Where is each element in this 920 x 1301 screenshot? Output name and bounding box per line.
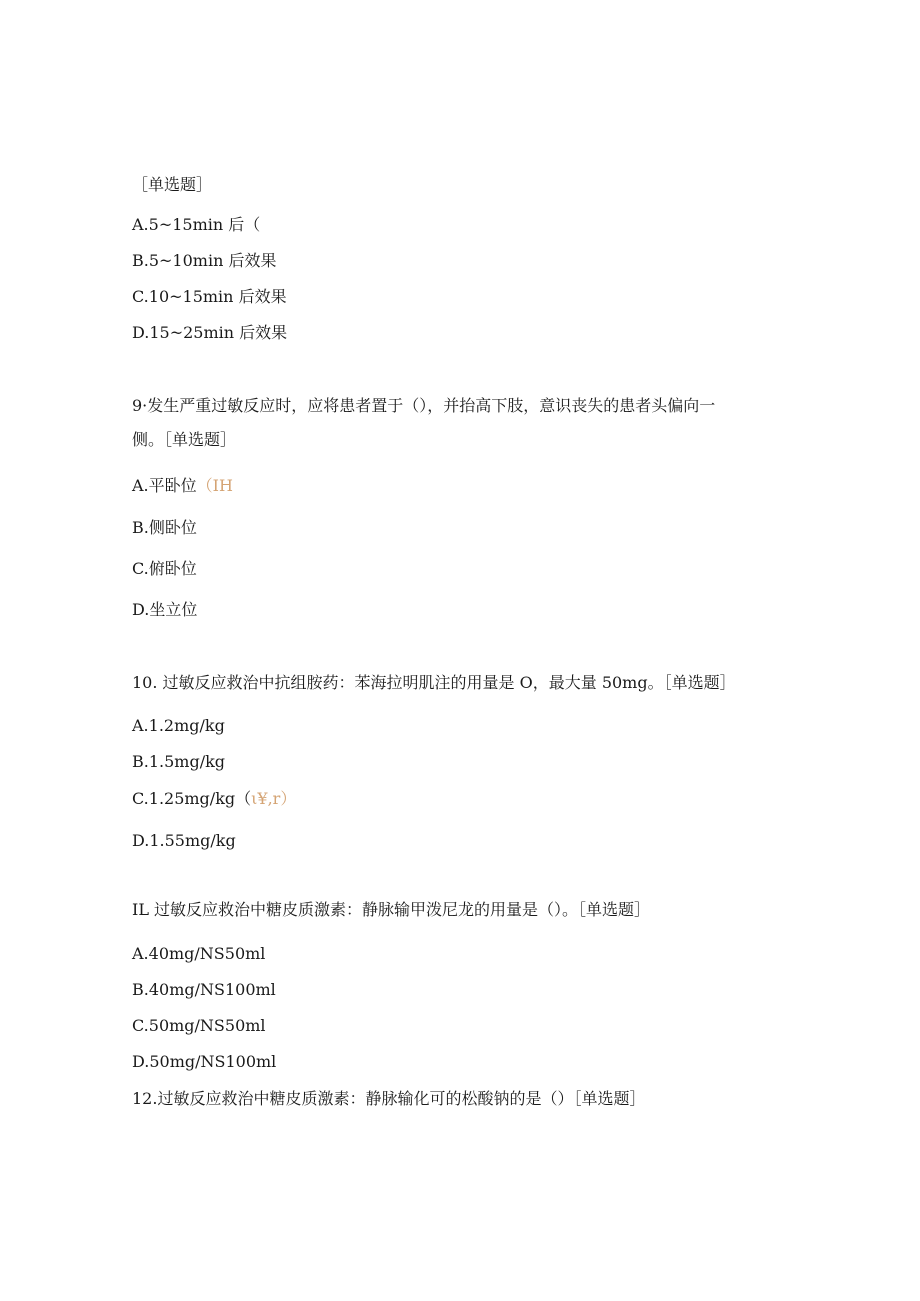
q11-option-a[interactable]: A.40mg/NS50ml xyxy=(132,944,266,963)
q10-option-a[interactable]: A.1.2mg/kg xyxy=(132,716,225,735)
q8-type-tag: ［单选题］ xyxy=(132,175,213,194)
q9-option-a-text: A.平卧位 xyxy=(132,476,197,495)
q9-option-a[interactable] xyxy=(132,476,233,496)
q11-option-d[interactable]: D.50mg/NS100ml xyxy=(132,1052,277,1071)
q8-option-c[interactable]: C.10~15min 后效果 xyxy=(132,287,287,306)
q10-stem: 10. 过敏反应救治中抗组胺药：苯海拉明肌注的用量是 O，最大量 50mg。［单选题］ xyxy=(132,673,736,692)
q10-option-c[interactable] xyxy=(132,789,296,809)
q9-option-d[interactable]: D.坐立位 xyxy=(132,600,198,619)
q11-option-b[interactable]: B.40mg/NS100ml xyxy=(132,980,276,999)
q11-option-c[interactable]: C.50mg/NS50ml xyxy=(132,1016,266,1035)
q12-stem: 12.过敏反应救治中糖皮质激素：静脉输化可的松酸钠的是（）［单选题］ xyxy=(132,1089,646,1108)
q9-stem-line1: 9·发生严重过敏反应时，应将患者置于（），并抬高下肢，意识丧失的患者头偏向一 xyxy=(132,396,716,415)
q8-option-a[interactable]: A.5~15min 后（ xyxy=(132,215,261,234)
q10-option-c-text: C.1.25mg/kg（ xyxy=(132,789,252,808)
q9-option-a-mark: （IH xyxy=(196,476,233,495)
q10-option-c-mark: ι¥,r） xyxy=(251,789,297,808)
q10-option-b[interactable]: B.1.5mg/kg xyxy=(132,752,226,771)
q8-option-d[interactable]: D.15~25min 后效果 xyxy=(132,323,288,342)
q9-stem-line2: 侧。［单选题］ xyxy=(132,430,237,449)
q8-option-b[interactable]: B.5~10min 后效果 xyxy=(132,251,277,270)
q10-option-d[interactable]: D.1.55mg/kg xyxy=(132,831,236,850)
q11-stem: IL 过敏反应救治中糖皮质激素：静脉输甲泼尼龙的用量是（）。［单选题］ xyxy=(132,900,651,919)
q9-option-c[interactable]: C.俯卧位 xyxy=(132,559,197,578)
q9-option-b[interactable]: B.侧卧位 xyxy=(132,518,197,537)
